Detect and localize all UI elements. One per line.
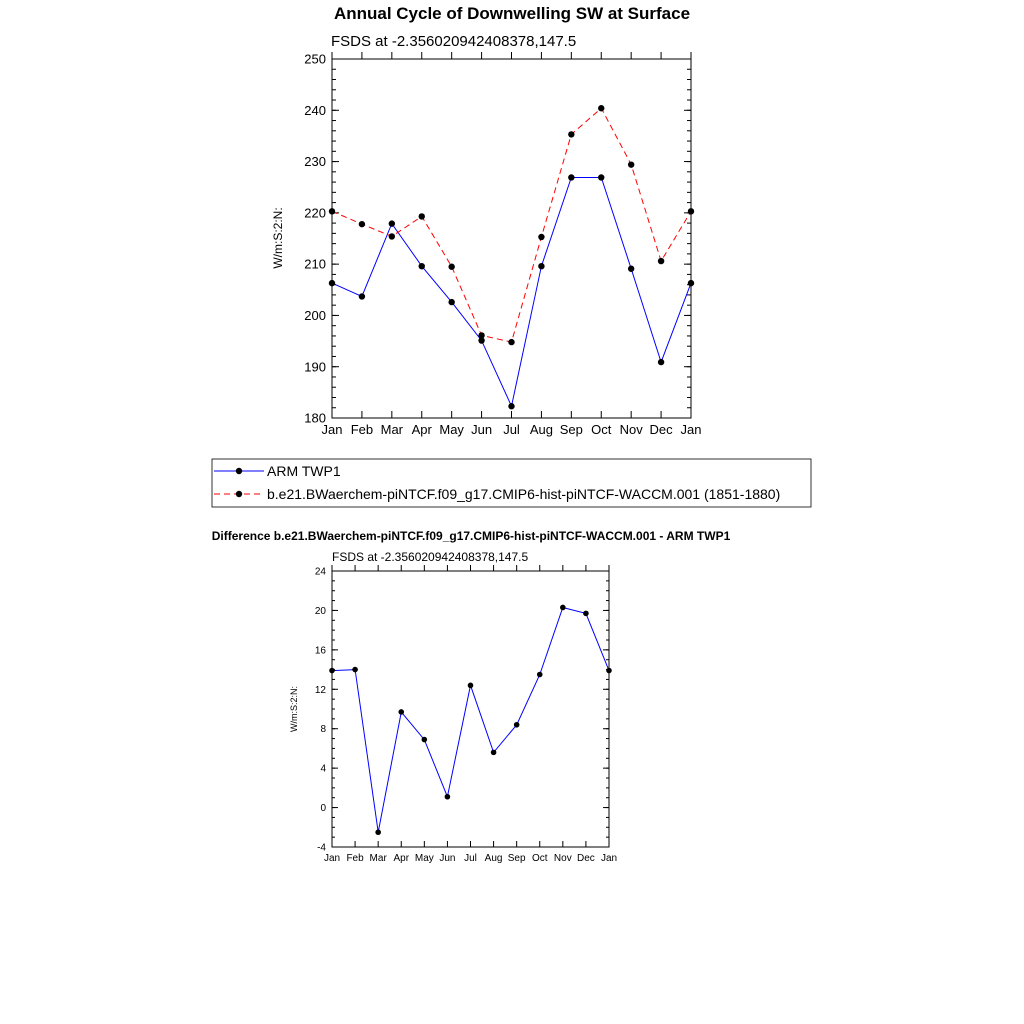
data-point bbox=[628, 161, 634, 167]
data-point bbox=[468, 683, 474, 689]
top-chart-subtitle: FSDS at -2.356020942408378,147.5 bbox=[331, 33, 577, 50]
y-tick-label: 16 bbox=[314, 645, 326, 657]
x-tick-label: Dec bbox=[649, 422, 673, 437]
y-tick-label: 4 bbox=[320, 763, 326, 775]
x-tick-label: Jan bbox=[600, 853, 618, 864]
y-tick-label: 210 bbox=[304, 256, 326, 272]
y-tick-label: 0 bbox=[320, 803, 326, 815]
x-tick-label: Feb bbox=[346, 853, 364, 864]
legend bbox=[212, 459, 811, 507]
x-tick-label: Jun bbox=[471, 422, 493, 437]
x-tick-label: Jun bbox=[439, 853, 456, 864]
x-tick-label: Feb bbox=[350, 422, 374, 437]
x-tick-label: Jul bbox=[503, 422, 520, 437]
legend-marker-arm bbox=[236, 468, 242, 474]
x-tick-label: Jan bbox=[680, 422, 702, 437]
y-tick-label: 12 bbox=[314, 684, 326, 696]
data-point bbox=[359, 221, 365, 227]
data-point bbox=[389, 220, 395, 226]
y-tick-label: 230 bbox=[304, 154, 326, 170]
data-point bbox=[628, 266, 634, 272]
y-tick-label: 24 bbox=[314, 566, 326, 578]
data-point bbox=[419, 213, 425, 219]
data-point bbox=[352, 667, 358, 673]
x-tick-label: Jan bbox=[323, 853, 341, 864]
x-tick-label: Nov bbox=[553, 853, 572, 864]
data-point bbox=[568, 131, 574, 137]
top-chart-axes bbox=[304, 52, 701, 437]
data-point bbox=[448, 299, 454, 305]
data-point bbox=[359, 293, 365, 299]
x-tick-label: Mar bbox=[380, 422, 404, 437]
legend-label-model: b.e21.BWaerchem-piNTCF.f09_g17.CMIP6-hist-piNTCF-WACCM.001 (1851-1880) bbox=[267, 486, 781, 502]
x-tick-label: Oct bbox=[531, 853, 548, 864]
x-tick-label: Sep bbox=[507, 853, 526, 864]
bottom-chart bbox=[212, 529, 731, 864]
data-point bbox=[514, 722, 520, 728]
x-tick-label: Apr bbox=[393, 853, 410, 864]
data-point bbox=[422, 737, 428, 743]
series-line-1 bbox=[332, 108, 691, 342]
x-tick-label: Jul bbox=[464, 853, 477, 864]
y-tick-label: 250 bbox=[304, 51, 326, 67]
y-tick-label: 190 bbox=[304, 359, 326, 375]
data-point bbox=[389, 233, 395, 239]
bottom-chart-frame bbox=[332, 571, 609, 847]
data-point bbox=[560, 605, 566, 611]
y-tick-label: 20 bbox=[314, 605, 326, 617]
legend-label-arm: ARM TWP1 bbox=[267, 463, 341, 479]
y-tick-label: 240 bbox=[304, 102, 326, 118]
data-point bbox=[478, 332, 484, 338]
x-tick-label: Jan bbox=[321, 422, 343, 437]
x-tick-label: May bbox=[439, 422, 464, 437]
data-point bbox=[375, 829, 381, 835]
data-point bbox=[491, 750, 497, 756]
bottom-chart-title: Difference b.e21.BWaerchem-piNTCF.f09_g17.CMIP6-hist-piNTCF-WACCM.001 - ARM TWP1 bbox=[211, 529, 731, 543]
data-point bbox=[658, 258, 664, 264]
x-tick-label: Dec bbox=[577, 853, 595, 864]
top-chart-series bbox=[329, 105, 694, 409]
data-point bbox=[598, 174, 604, 180]
bottom-chart-series bbox=[329, 605, 612, 835]
legend-marker-model bbox=[236, 491, 242, 497]
x-tick-label: Aug bbox=[484, 853, 503, 864]
data-point bbox=[445, 794, 451, 800]
data-point bbox=[448, 264, 454, 270]
data-point bbox=[508, 339, 514, 345]
data-point bbox=[419, 263, 425, 269]
y-tick-label: -4 bbox=[317, 842, 326, 854]
top-chart-ylabel: W/m:S:2:N: bbox=[271, 207, 285, 269]
data-point bbox=[568, 174, 574, 180]
data-point bbox=[583, 611, 589, 617]
y-tick-label: 180 bbox=[304, 410, 326, 426]
x-tick-label: Aug bbox=[529, 422, 553, 437]
top-chart bbox=[271, 4, 701, 437]
x-tick-label: Nov bbox=[619, 422, 643, 437]
data-point bbox=[508, 403, 514, 409]
data-point bbox=[398, 709, 404, 715]
x-tick-label: May bbox=[414, 853, 434, 864]
y-tick-label: 200 bbox=[304, 307, 326, 323]
x-tick-label: Apr bbox=[411, 422, 432, 437]
top-chart-title: Annual Cycle of Downwelling SW at Surface bbox=[333, 4, 691, 23]
x-tick-label: Sep bbox=[559, 422, 583, 437]
data-point bbox=[538, 234, 544, 240]
x-tick-label: Mar bbox=[369, 853, 387, 864]
data-point bbox=[658, 359, 664, 365]
x-tick-label: Oct bbox=[591, 422, 612, 437]
bottom-chart-ylabel: W/m:S:2:N: bbox=[289, 685, 299, 733]
series-line-0 bbox=[332, 178, 691, 407]
y-tick-label: 220 bbox=[304, 205, 326, 221]
data-point bbox=[537, 672, 543, 678]
series-line-0 bbox=[332, 608, 609, 833]
bottom-chart-subtitle: FSDS at -2.356020942408378,147.5 bbox=[332, 550, 529, 564]
y-tick-label: 8 bbox=[320, 724, 326, 736]
data-point bbox=[598, 105, 604, 111]
data-point bbox=[538, 263, 544, 269]
